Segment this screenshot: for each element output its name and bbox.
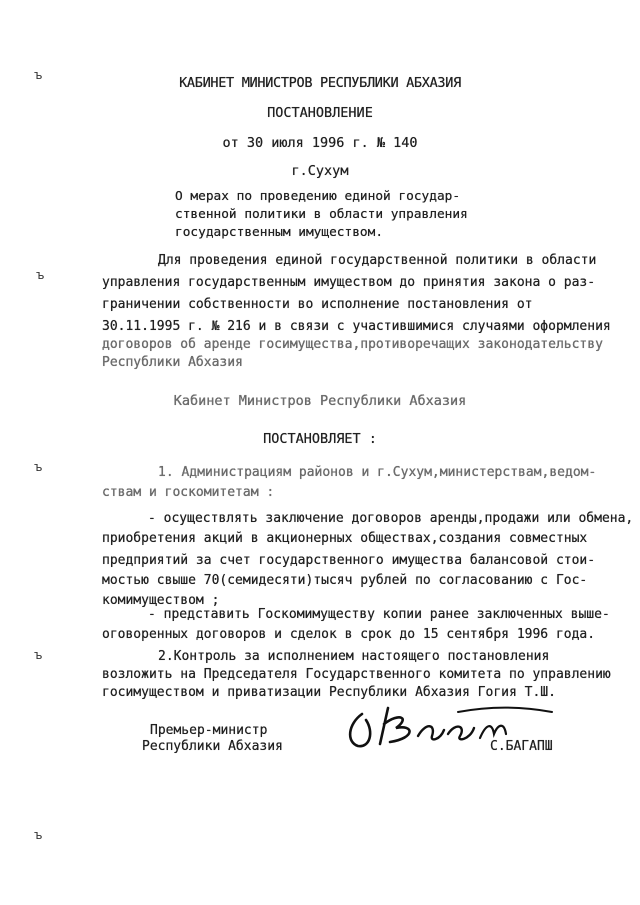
signatory-name: С.БАГАПШ — [490, 739, 553, 754]
clause-line: предприятий за счет государственного имущества балансовой стои- — [102, 553, 596, 568]
margin-mark: ъ — [34, 828, 43, 842]
clause-line: мостью свыше 70(семидесяти)тысяч рублей по согласованию с Гос- — [102, 573, 588, 588]
margin-mark: ъ — [34, 648, 43, 662]
clause-line: комимуществом ; — [102, 593, 220, 608]
clause-line: ствам и госкомитетам : — [102, 485, 275, 500]
authority-line: Кабинет Министров Республики Абхазия — [173, 393, 467, 409]
signatory-title: Республики Абхазия — [142, 739, 283, 754]
clause-line: - осуществлять заключение договоров аренды,продажи или обмена, — [148, 511, 634, 526]
cabinet-heading: КАБИНЕТ МИНИСТРОВ РЕСПУБЛИКИ АБХАЗИЯ — [179, 75, 461, 91]
preamble-line: Республики Абхазия — [102, 355, 243, 370]
margin-mark: ъ — [36, 268, 45, 282]
signatory-title: Премьер-министр — [150, 723, 268, 738]
margin-mark: ъ — [34, 460, 43, 474]
subject-line: О мерах по проведению единой государ- — [175, 189, 461, 204]
clause-line: 1. Администрациям районов и г.Сухум,министерствам,ведом- — [158, 465, 597, 480]
preamble-line: договоров об аренде госимущества,противоречащих законодательству — [102, 337, 603, 352]
margin-mark: ъ — [34, 68, 43, 82]
document-type: ПОСТАНОВЛЕНИЕ — [267, 105, 373, 121]
clause-line: госимуществом и приватизации Республики Абхазия Гогия Т.Ш. — [102, 685, 556, 700]
resolves-heading: ПОСТАНОВЛЯЕТ : — [263, 431, 377, 447]
city: г.Сухум — [291, 163, 349, 179]
preamble-line: управления государственным имуществом до принятия закона о раз- — [102, 275, 596, 290]
preamble-line: 30.11.1995 г. № 216 и в связи с участившимися случаями оформления — [102, 319, 611, 334]
subject-line: ственной политики в области управления — [175, 207, 468, 222]
date-number: от 30 июля 1996 г. № 140 — [222, 135, 418, 151]
clause-line: - представить Госкомимуществу копии ранее заключенных выше- — [148, 607, 610, 622]
preamble-line: Для проведения единой государственной политики в области — [158, 253, 597, 268]
clause-line: оговоренных договоров и сделок в срок до 15 сентября 1996 года. — [102, 627, 596, 642]
clause-line: возложить на Председателя Государственного комитета по управлению — [102, 667, 611, 682]
clause-line: приобретения акций в акционерных обществах,создания совместных — [102, 531, 588, 546]
subject-line: государственным имуществом. — [175, 225, 384, 240]
preamble-line: граничении собственности во исполнение постановления от — [102, 297, 533, 312]
clause-line: 2.Контроль за исполнением настоящего постановления — [158, 649, 550, 664]
